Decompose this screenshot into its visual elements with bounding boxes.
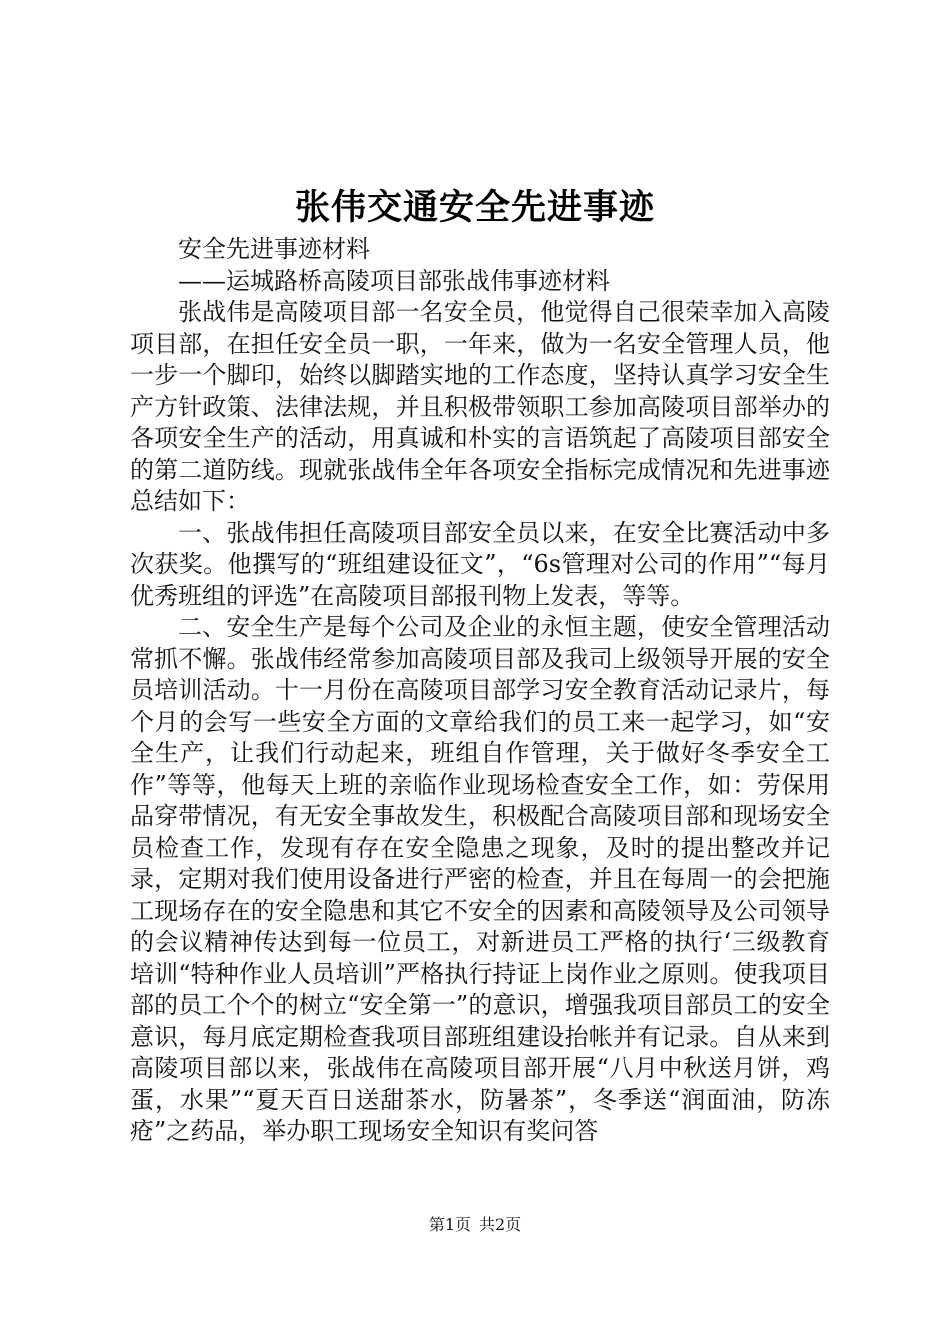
body-paragraph: 二、安全生产是每个公司及企业的永恒主题，使安全管理活动常抓不懈。张战伟经常参加高陵项目部及我司上级领导开展的安全员培训活动。十一月份在高陵项目部学习安全教育活动记录片，每个月的会写一些安全方面的文章给我们的员工来一起学习，如“安全生产，让我们行动起来，班组自作管理，关于做好冬季安全工作”等等，他每天上班的亲临作业现场检查安全工作，如：劳保用品穿带情况，有无安全事故发生，积极配合高陵项目部和现场安全员检查工作，发现有存在安全隐患之现象，及时的提出整改并记录，定期对我们使用设备进行严密的检查，并且在每周一的会把施工现场存在的安全隐患和其它不安全的因素和高陵领导及公司领导的会议精神传达到每一位员工，对新进员工严格的执行‘三级教育培训“特种作业人员培训”严格执行持证上岗作业之原则。使我项目部的员工个个的树立“安全第一”的意识，增强我项目部员工的安全意识，每月底定期检查我项目部班组建设抬帐并有记录。自从来到高陵项目部以来，张战伟在高陵项目部开展“八月中秋送月饼，鸡蛋，水果”“夏天百日送甜茶水，防暑茶”，冬季送“润面油，防冻疮”之药品，举办职工现场安全知识有奖问答 — [130, 613, 830, 1145]
page-number: 第1页 — [428, 1215, 471, 1234]
page-footer — [0, 1215, 950, 1235]
body-paragraph: 张战伟是高陵项目部一名安全员，他觉得自己很荣幸加入高陵项目部，在担任安全员一职，一年来，做为一名安全管理人员，他一步一个脚印，始终以脚踏实地的工作态度，坚持认真学习安全生产方针政策、法律法规，并且积极带领职工参加高陵项目部举办的各项安全生产的活动，用真诚和朴实的言语筑起了高陵项目部安全的第二道防线。现就张战伟全年各项安全指标完成情况和先进事迹总结如下： — [130, 298, 830, 515]
document-body — [130, 234, 830, 1148]
page-total: 共2页 — [479, 1215, 522, 1234]
body-paragraph: 一、张战伟担任高陵项目部安全员以来，在安全比赛活动中多次获奖。他撰写的“班组建设征文”，“6s管理对公司的作用”“每月优秀班组的评选”在高陵项目部报刊物上发表，等等。 — [130, 518, 830, 610]
subtitle-line: 安全先进事迹材料 — [178, 235, 370, 263]
subtitle-byline: ——运城路桥高陵项目部张战伟事迹材料 — [178, 266, 610, 295]
document-title: 张伟交通安全先进事迹 — [294, 187, 655, 228]
